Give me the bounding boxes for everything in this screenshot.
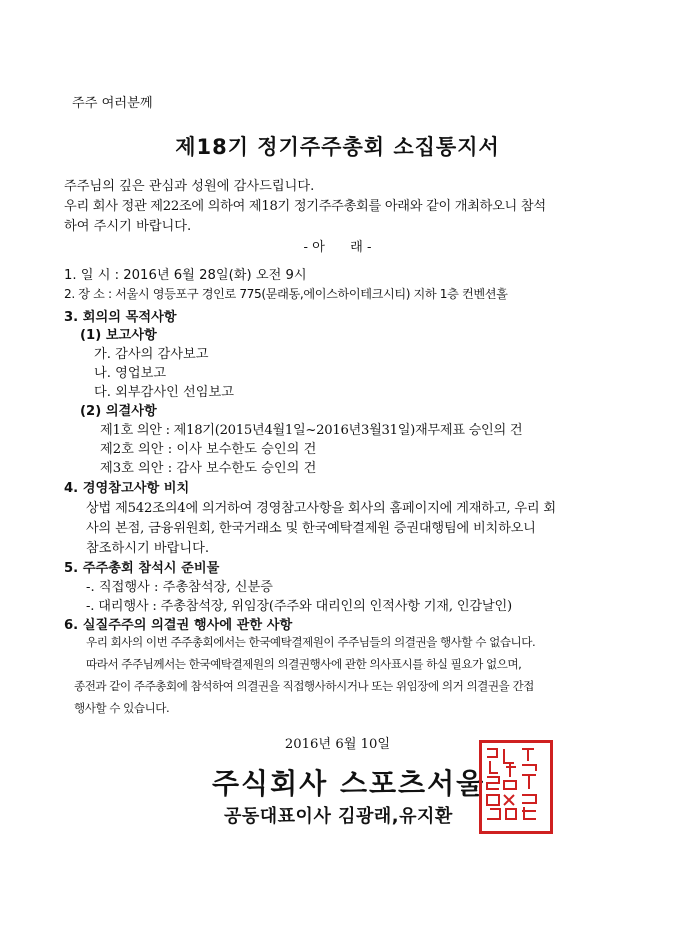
purpose-heading: 3. 회의의 목적사항 bbox=[64, 310, 177, 325]
prep-heading: 5. 주주총회 참석시 준비물 bbox=[64, 561, 220, 576]
intro-line-2: 우리 회사 정관 제22조에 의하여 제18기 정기주주총회를 아래와 같이 개최하오니 참석 bbox=[64, 199, 546, 214]
report-heading: (1) 보고사항 bbox=[80, 328, 157, 343]
divider-text: - 아 래 - bbox=[303, 240, 372, 255]
voting-heading: 6. 실질주주의 의결권 행사에 관한 사항 bbox=[64, 618, 293, 633]
resolution-item-1: 제1호 의안 : 제18기(2015년4월1일~2016년3월31일)재무제표 승인의 건 bbox=[100, 423, 523, 438]
notice-date: 2016년 6월 10일 bbox=[284, 737, 391, 752]
voting-line-1: 우리 회사의 이번 주주총회에서는 한국예탁결제원이 주주님들의 의결권을 행사할 수 없습니다. bbox=[86, 635, 536, 649]
report-item-1: 가. 감사의 감사보고 bbox=[94, 347, 209, 362]
seal-glyph-pattern bbox=[482, 743, 544, 825]
reference-line-3: 참조하시기 바랍니다. bbox=[86, 541, 210, 556]
resolution-item-3: 제3호 의안 : 감사 보수한도 승인의 건 bbox=[100, 461, 317, 476]
report-item-3: 다. 외부감사인 선임보고 bbox=[94, 385, 234, 400]
intro-line-1: 주주님의 깊은 관심과 성원에 감사드립니다. bbox=[64, 179, 315, 194]
resolution-heading: (2) 의결사항 bbox=[80, 404, 157, 419]
salutation: 주주 여러분께 bbox=[72, 96, 153, 111]
meeting-place: 2. 장 소 : 서울시 영등포구 경인로 775(문래동,에이스하이테크시티) 지하 1층 컨벤션홀 bbox=[64, 287, 508, 301]
voting-line-2: 따라서 주주님께서는 한국예탁결제원의 의결권행사에 관한 의사표시를 하실 필요가 없으며, bbox=[86, 657, 522, 671]
report-item-2: 나. 영업보고 bbox=[94, 366, 167, 381]
reference-line-2: 사의 본점, 금융위원회, 한국거래소 및 한국예탁결제원 증권대행팀에 비치하오니 bbox=[86, 521, 536, 536]
prep-item-1: -. 직접행사 : 주총참석장, 신분증 bbox=[86, 580, 273, 595]
resolution-item-2: 제2호 의안 : 이사 보수한도 승인의 건 bbox=[100, 442, 317, 457]
reference-heading: 4. 경영참고사항 비치 bbox=[64, 481, 190, 496]
intro-line-3: 하여 주시기 바랍니다. bbox=[64, 219, 192, 234]
company-seal bbox=[479, 740, 553, 834]
document-title: 제18기 정기주주총회 소집통지서 bbox=[175, 135, 500, 159]
representatives: 공동대표이사 김광래,유지환 bbox=[224, 806, 453, 827]
voting-line-3: 종전과 같이 주주총회에 참석하여 의결권을 직접행사하시거나 또는 위임장에 의거 의결권을 간접 bbox=[74, 679, 534, 693]
voting-line-4: 행사할 수 있습니다. bbox=[74, 701, 170, 715]
company-name: 주식회사 스포츠서울 bbox=[212, 767, 486, 800]
reference-line-1: 상법 제542조의4에 의거하여 경영참고사항을 회사의 홈페이지에 게재하고, 우리 회 bbox=[86, 501, 556, 516]
meeting-time: 1. 일 시 : 2016년 6월 28일(화) 오전 9시 bbox=[64, 268, 307, 283]
prep-item-2: -. 대리행사 : 주총참석장, 위임장(주주와 대리인의 인적사항 기재, 인감날인) bbox=[86, 599, 512, 614]
